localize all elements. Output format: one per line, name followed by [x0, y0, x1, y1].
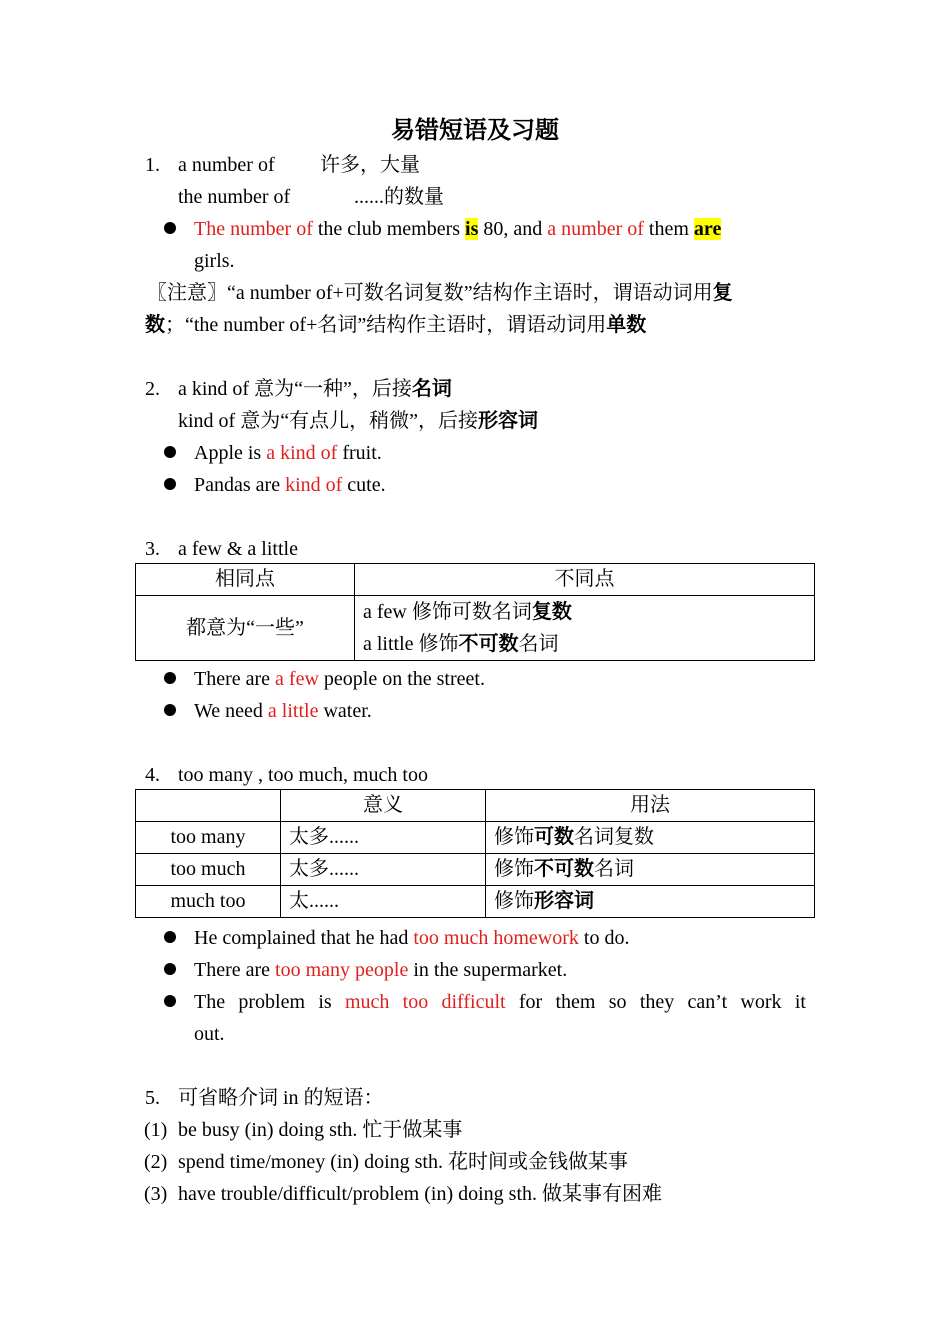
table-row [136, 596, 815, 661]
sentence-word: is [318, 991, 332, 1013]
example-text: Pandas are [194, 474, 286, 496]
list-item: spend time/money (in) doing sth. 花时间或金钱做某事 [178, 1151, 628, 1173]
highlight-phrase: a kind of [266, 442, 338, 464]
highlight-phrase: a little [267, 700, 319, 722]
example-text: the club members [312, 218, 466, 240]
example-text: cute. [342, 474, 386, 496]
example-text: He complained that he had [194, 927, 414, 949]
list-item-number: (3) [144, 1183, 168, 1205]
table-cell: too many [136, 822, 281, 854]
bullet-icon [164, 446, 176, 458]
cell-text: 名词 [518, 633, 559, 655]
sentence-word: problem [238, 991, 306, 1013]
list-item-number: (1) [144, 1119, 168, 1141]
sentence-word: them [555, 991, 596, 1013]
table-header-cell: 意义 [281, 790, 486, 822]
kind-of-text: kind of 意为“有点儿，稍微”，后接 [178, 410, 478, 432]
meaning-a-number-of: 许多，大量 [320, 154, 420, 176]
section-2-number: 2. [145, 378, 160, 400]
note-bold: 数 [145, 314, 165, 336]
sentence-word: much [344, 991, 390, 1013]
kind-of-bold: 名词 [411, 378, 452, 400]
example-text: to do. [578, 927, 630, 949]
table-cell [355, 596, 815, 661]
sentence-word: for [518, 991, 543, 1013]
table-row [136, 822, 815, 854]
table-row [136, 886, 815, 918]
table-cell: 太...... [281, 886, 486, 918]
cell-bold: 不可数 [534, 858, 594, 880]
table-header-cell: 用法 [486, 790, 815, 822]
example-text: out. [194, 1023, 225, 1045]
cell-line [363, 596, 806, 628]
kind-of-text: a kind of 意为“一种”，后接 [178, 378, 412, 400]
sentence-word: work [740, 991, 782, 1013]
bullet-icon [164, 704, 176, 716]
bullet-icon [164, 478, 176, 490]
table-cell [486, 886, 815, 918]
table-header-cell: 相同点 [136, 564, 355, 596]
section-4-heading: too many , too much, much too [178, 764, 428, 786]
cell-text: 修饰 [494, 890, 534, 912]
phrase-the-number-of: the number of [178, 186, 291, 208]
cell-text: a few 修饰可数名词 [363, 601, 532, 623]
example-text: 80, and [478, 218, 548, 240]
highlight-phrase: too many people [275, 959, 409, 981]
section-5-number: 5. [145, 1087, 160, 1109]
cell-bold: 形容词 [534, 890, 594, 912]
phrase-a-number-of: a number of [178, 154, 275, 176]
table-cell: much too [136, 886, 281, 918]
section-5-heading: 可省略介词 in 的短语： [178, 1087, 384, 1109]
bullet-icon [164, 931, 176, 943]
kind-of-line-2 [178, 407, 538, 435]
bullet-icon [164, 222, 176, 234]
table-cell [486, 822, 815, 854]
bullet-icon [164, 963, 176, 975]
kind-of-line-1 [178, 375, 452, 403]
note-text: 〖注意〗“a number of+可数名词复数”结构作主语时，谓语动词用 [147, 282, 713, 304]
note-line-2 [145, 311, 646, 339]
cell-text: 名词复数 [574, 826, 654, 848]
cell-bold: 不可数 [458, 633, 519, 655]
list-item-number: (2) [144, 1151, 168, 1173]
table-header-row [136, 564, 815, 596]
cell-bold: 复数 [531, 601, 572, 623]
cell-text: 修饰 [494, 858, 534, 880]
sentence-word: difficult [441, 991, 506, 1013]
example-text: water. [318, 700, 372, 722]
highlight-phrase: a few [275, 668, 319, 690]
cell-text: a little 修饰 [363, 633, 459, 655]
section-1-number: 1. [145, 154, 160, 176]
example-text: There are [194, 668, 276, 690]
note-text: ；“the number of+名词”结构作主语时，谓语动词用 [165, 314, 607, 336]
note-line-1 [147, 279, 733, 307]
example-text: people on the street. [318, 668, 485, 690]
cell-line [363, 628, 806, 660]
highlight-phrase: a number of [547, 218, 644, 240]
example-sentence-4-3 [194, 988, 806, 1016]
example-text: them [643, 218, 694, 240]
table-header-cell [136, 790, 281, 822]
sentence-word: The [194, 991, 226, 1013]
highlight-phrase: too much homework [413, 927, 579, 949]
example-sentence-3-2 [194, 697, 372, 725]
example-sentence-3-1 [194, 665, 485, 693]
example-text: Apple is [194, 442, 267, 464]
table-cell: 都意为“一些” [136, 596, 355, 661]
example-sentence-4-1 [194, 924, 629, 952]
table-cell: 太多...... [281, 854, 486, 886]
sentence-word: they [639, 991, 675, 1013]
example-sentence-2-2 [194, 471, 386, 499]
section-4-number: 4. [145, 764, 160, 786]
highlight-verb: is [465, 218, 479, 240]
note-bold: 单数 [606, 314, 647, 336]
table-cell: too much [136, 854, 281, 886]
example-sentence-2-1 [194, 439, 382, 467]
bullet-icon [164, 995, 176, 1007]
cell-bold: 可数 [534, 826, 574, 848]
table-cell: 太多...... [281, 822, 486, 854]
too-much-table [135, 789, 815, 918]
bullet-icon [164, 672, 176, 684]
example-text: fruit. [337, 442, 382, 464]
example-text: girls. [194, 250, 235, 272]
list-item: be busy (in) doing sth. 忙于做某事 [178, 1119, 463, 1141]
table-header-cell: 不同点 [355, 564, 815, 596]
example-sentence-1-1 [194, 215, 721, 243]
cell-text: 名词 [594, 858, 634, 880]
cell-text: 修饰 [494, 826, 534, 848]
table-cell [486, 854, 815, 886]
sentence-word: can’t [687, 991, 728, 1013]
example-text: There are [194, 959, 276, 981]
table-row [136, 854, 815, 886]
meaning-the-number-of: ......的数量 [354, 186, 444, 208]
note-bold: 复 [712, 282, 733, 304]
example-sentence-4-2 [194, 956, 567, 984]
highlight-verb: are [693, 218, 722, 240]
few-little-table [135, 563, 815, 661]
highlight-phrase: The number of [194, 218, 313, 240]
highlight-phrase: kind of [285, 474, 343, 496]
page-title: 易错短语及习题 [391, 118, 559, 144]
table-header-row [136, 790, 815, 822]
list-item: have trouble/difficult/problem (in) doing sth. 做某事有困难 [178, 1183, 663, 1205]
example-text: We need [194, 700, 268, 722]
sentence-word: it [794, 991, 806, 1013]
kind-of-bold: 形容词 [477, 410, 538, 432]
example-text: in the supermarket. [408, 959, 568, 981]
sentence-word: so [608, 991, 627, 1013]
section-3-number: 3. [145, 538, 160, 560]
sentence-word: too [402, 991, 429, 1013]
section-3-heading: a few & a little [178, 538, 298, 560]
